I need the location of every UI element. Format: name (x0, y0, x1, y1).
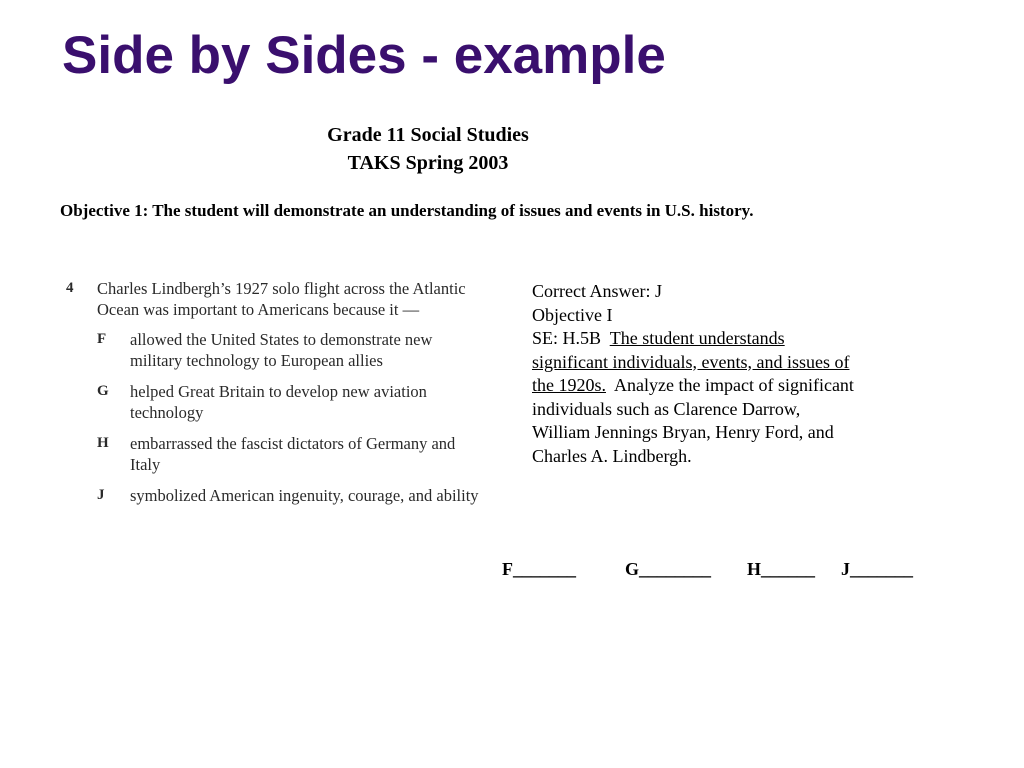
question-row (66, 278, 486, 320)
tally-j: J_______ (841, 559, 913, 579)
choice-j (97, 485, 486, 506)
question-number: 4 (66, 280, 74, 296)
se-code: SE: H.5B (532, 328, 602, 348)
choice-letter: G (97, 383, 109, 399)
choice-text: embarrassed the fascist dictators of Germany and Italy (130, 434, 456, 474)
header-grade: Grade 11 Social Studies (327, 124, 529, 146)
se-text: Analyze the impact of significant individuals such as Clarence Darrow, William Jennings Bryan, Henry Ford, and Charles A. Lindbergh. (532, 375, 854, 466)
answer-explanation (532, 280, 862, 468)
choice-letter: F (97, 331, 107, 347)
tally-f: F_______ (502, 559, 576, 579)
choice-g (97, 381, 486, 423)
choice-f (97, 329, 486, 371)
choice-text: allowed the United States to demonstrate new military technology to European allies (130, 330, 433, 370)
correct-answer: Correct Answer: J (532, 281, 662, 301)
choice-h (97, 433, 486, 475)
choice-text: helped Great Britain to develop new aviation technology (130, 382, 427, 422)
header-test-name: TAKS Spring 2003 (347, 152, 509, 174)
se-underlined-text: The student understands significant individuals, events, and issues of the 1920s. (532, 328, 850, 395)
answer-objective: Objective I (532, 304, 613, 325)
choice-letter: H (97, 435, 109, 451)
student-expectation (532, 327, 862, 468)
test-question (66, 278, 486, 516)
answer-tally (502, 557, 942, 581)
question-stem: Charles Lindbergh’s 1927 solo flight across the Atlantic Ocean was important to Americans because it — (97, 279, 466, 319)
answer-choices (97, 329, 486, 506)
objective-statement: Objective 1: The student will demonstrate an understanding of issues and events in U.S. history. (60, 201, 754, 220)
slide-title: Side by Sides - example (62, 26, 666, 85)
choice-letter: J (97, 487, 105, 503)
tally-h: H______ (747, 559, 816, 579)
tally-g: G________ (625, 559, 712, 579)
choice-text: symbolized American ingenuity, courage, and ability (130, 486, 479, 505)
test-header (228, 121, 628, 177)
